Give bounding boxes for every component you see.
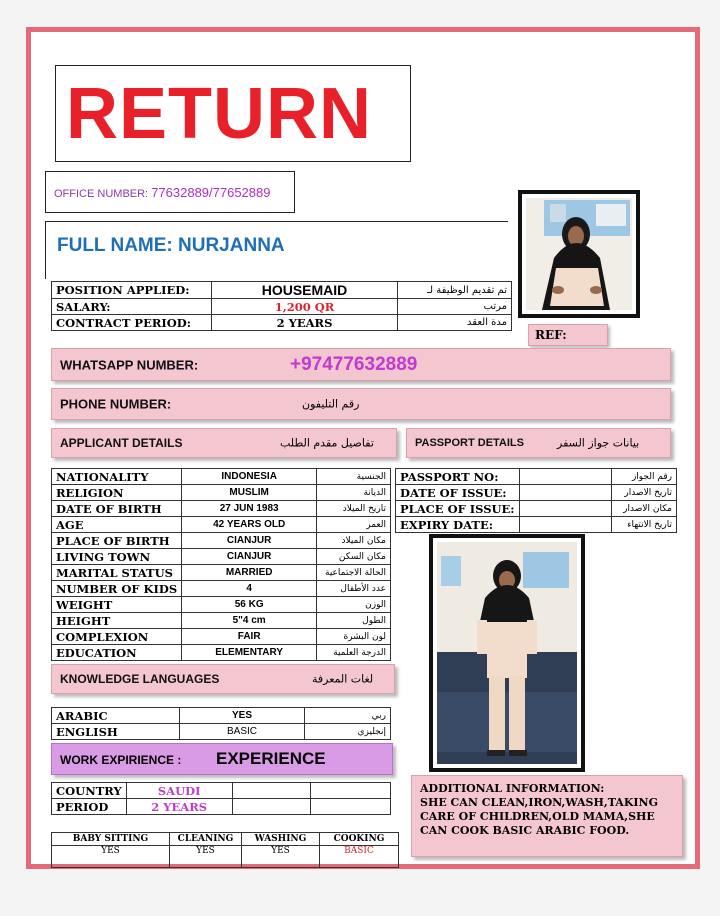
detail-arabic: مكان السكن xyxy=(317,549,391,565)
skill-value: BASIC xyxy=(320,846,399,868)
ref-box xyxy=(528,324,608,346)
table-row xyxy=(52,282,512,299)
passport-arabic: بيانات جواز السفر xyxy=(557,436,640,450)
office-number-value: 77632889/77652889 xyxy=(151,185,271,200)
table-row xyxy=(52,565,391,581)
table-row xyxy=(52,533,391,549)
skills-table xyxy=(51,832,399,868)
return-title: RETURN xyxy=(66,74,372,154)
additional-info-text: SHE CAN CLEAN,IRON,WASH,TAKING CARE OF CHILDREN,OLD MAMA,SHE CAN COOK BASIC ARABIC FOOD. xyxy=(420,796,658,837)
return-banner xyxy=(55,65,411,162)
table-row xyxy=(52,645,391,661)
passport-field-value xyxy=(519,485,611,501)
applicant-label: APPLICANT DETAILS xyxy=(60,436,183,450)
english-label: ENGLISH xyxy=(52,724,180,740)
detail-label: DATE OF BIRTH xyxy=(52,501,182,517)
detail-label: NUMBER OF KIDS xyxy=(52,581,182,597)
whatsapp-bar xyxy=(51,348,671,381)
arabic-arabic: ربي xyxy=(305,708,391,724)
passport-field-arabic: تاريخ الانتهاء xyxy=(611,517,676,533)
job-table xyxy=(51,281,512,331)
arabic-label: ARABIC xyxy=(52,708,180,724)
table-row xyxy=(52,517,391,533)
phone-label: PHONE NUMBER: xyxy=(60,396,172,412)
passport-table xyxy=(395,468,677,533)
skills-header-row xyxy=(52,833,399,846)
whatsapp-number: +97477632889 xyxy=(290,354,418,375)
english-arabic: إنجليزي xyxy=(305,724,391,740)
skill-value: YES xyxy=(170,846,242,868)
detail-value: MUSLIM xyxy=(182,485,317,501)
detail-value: 56 KG xyxy=(182,597,317,613)
detail-value: FAIR xyxy=(182,629,317,645)
table-row xyxy=(52,724,391,740)
detail-label: PLACE OF BIRTH xyxy=(52,533,182,549)
arabic-value: YES xyxy=(180,708,305,724)
detail-value: 5"4 cm xyxy=(182,613,317,629)
languages-arabic: لغات المعرفة xyxy=(312,672,374,686)
table-row xyxy=(52,485,391,501)
full-name-box xyxy=(45,221,508,279)
person-full-body-icon xyxy=(437,542,577,764)
profile-photo xyxy=(518,190,640,318)
salary-arabic: مرتب xyxy=(398,299,512,315)
passport-field-label: DATE OF ISSUE: xyxy=(396,485,520,501)
table-row xyxy=(52,799,391,815)
passport-field-arabic: تاريخ الاصدار xyxy=(611,485,676,501)
whatsapp-label: WHATSAPP NUMBER: xyxy=(60,357,199,372)
table-row xyxy=(52,597,391,613)
passport-field-arabic: رقم الجواز xyxy=(611,469,676,485)
detail-arabic: لون البشرة xyxy=(317,629,391,645)
passport-field-value xyxy=(519,501,611,517)
contract-arabic: مدة العقد xyxy=(398,315,512,331)
detail-label: LIVING TOWN xyxy=(52,549,182,565)
detail-value: 4 xyxy=(182,581,317,597)
detail-arabic: تاريخ الميلاد xyxy=(317,501,391,517)
detail-value: CIANJUR xyxy=(182,533,317,549)
detail-value: CIANJUR xyxy=(182,549,317,565)
phone-bar xyxy=(51,388,671,420)
detail-arabic: عدد الأطفال xyxy=(317,581,391,597)
office-number-box xyxy=(45,171,295,213)
skills-value-row xyxy=(52,846,399,868)
languages-table xyxy=(51,707,391,740)
work-table xyxy=(51,782,391,815)
detail-arabic: الدرجة العلمية xyxy=(317,645,391,661)
skill-header: BABY SITTING xyxy=(52,833,170,846)
table-row xyxy=(52,629,391,645)
contract-label: CONTRACT PERIOD: xyxy=(52,315,212,331)
applicant-arabic: تفاصيل مقدم الطلب xyxy=(280,436,374,450)
detail-label: NATIONALITY xyxy=(52,469,182,485)
salary-label: SALARY: xyxy=(52,299,212,315)
passport-details-bar xyxy=(406,428,671,458)
work-experience-bar xyxy=(51,743,393,775)
skill-value: YES xyxy=(242,846,320,868)
additional-info-title: ADDITIONAL INFORMATION: xyxy=(420,782,605,795)
country-label: COUNTRY xyxy=(52,783,127,799)
passport-field-value xyxy=(519,517,611,533)
detail-label: AGE xyxy=(52,517,182,533)
detail-value: INDONESIA xyxy=(182,469,317,485)
english-value: BASIC xyxy=(180,724,305,740)
office-number-label: OFFICE NUMBER: xyxy=(54,188,149,200)
passport-label: PASSPORT DETAILS xyxy=(415,437,524,449)
table-row xyxy=(52,315,512,331)
phone-arabic: رقم التليفون xyxy=(302,397,360,411)
cv-page xyxy=(26,27,700,869)
detail-arabic: مكان الميلاد xyxy=(317,533,391,549)
passport-field-label: PASSPORT NO: xyxy=(396,469,520,485)
languages-label: KNOWLEDGE LANGUAGES xyxy=(60,672,220,686)
country-value: SAUDI xyxy=(126,783,232,799)
table-row xyxy=(52,469,391,485)
detail-label: WEIGHT xyxy=(52,597,182,613)
detail-arabic: الحالة الاجتماعية xyxy=(317,565,391,581)
ref-label: REF: xyxy=(535,328,567,342)
passport-field-label: PLACE OF ISSUE: xyxy=(396,501,520,517)
person-photo-icon xyxy=(526,198,632,310)
applicant-details-table xyxy=(51,468,391,661)
passport-field-arabic: مكان الاصدار xyxy=(611,501,676,517)
skill-value: YES xyxy=(52,846,170,868)
skill-header: WASHING xyxy=(242,833,320,846)
work-experience-label: WORK EXPIRIENCE : xyxy=(60,753,182,767)
table-row xyxy=(396,501,677,517)
table-row xyxy=(52,708,391,724)
skill-header: CLEANING xyxy=(170,833,242,846)
detail-value: 42 YEARS OLD xyxy=(182,517,317,533)
passport-field-value xyxy=(519,469,611,485)
detail-arabic: الطول xyxy=(317,613,391,629)
detail-arabic: الجنسية xyxy=(317,469,391,485)
position-value: HOUSEMAID xyxy=(212,282,398,299)
table-row xyxy=(52,549,391,565)
experience-value: EXPERIENCE xyxy=(216,749,326,768)
skill-header: COOKING xyxy=(320,833,399,846)
detail-value: MARRIED xyxy=(182,565,317,581)
detail-label: EDUCATION xyxy=(52,645,182,661)
position-arabic: تم تقديم الوظيفة لـ xyxy=(398,282,512,299)
position-label: POSITION APPLIED: xyxy=(52,282,212,299)
salary-value: 1,200 QR xyxy=(212,299,398,315)
contract-value: 2 YEARS xyxy=(212,315,398,331)
table-row xyxy=(396,517,677,533)
applicant-details-bar xyxy=(51,428,397,458)
detail-label: COMPLEXION xyxy=(52,629,182,645)
table-row xyxy=(52,501,391,517)
table-row xyxy=(52,613,391,629)
detail-value: ELEMENTARY xyxy=(182,645,317,661)
passport-field-label: EXPIRY DATE: xyxy=(396,517,520,533)
table-row xyxy=(52,783,391,799)
languages-bar xyxy=(51,664,395,694)
period-value: 2 YEARS xyxy=(126,799,232,815)
detail-arabic: الديانة xyxy=(317,485,391,501)
full-name: FULL NAME: NURJANNA xyxy=(57,235,285,256)
detail-label: RELIGION xyxy=(52,485,182,501)
table-row xyxy=(52,581,391,597)
detail-value: 27 JUN 1983 xyxy=(182,501,317,517)
detail-label: HEIGHT xyxy=(52,613,182,629)
table-row xyxy=(396,469,677,485)
full-body-photo xyxy=(429,534,585,772)
period-label: PERIOD xyxy=(52,799,127,815)
table-row xyxy=(52,299,512,315)
detail-arabic: الوزن xyxy=(317,597,391,613)
detail-arabic: العمر xyxy=(317,517,391,533)
additional-info-box xyxy=(411,775,683,857)
table-row xyxy=(396,485,677,501)
detail-label: MARITAL STATUS xyxy=(52,565,182,581)
